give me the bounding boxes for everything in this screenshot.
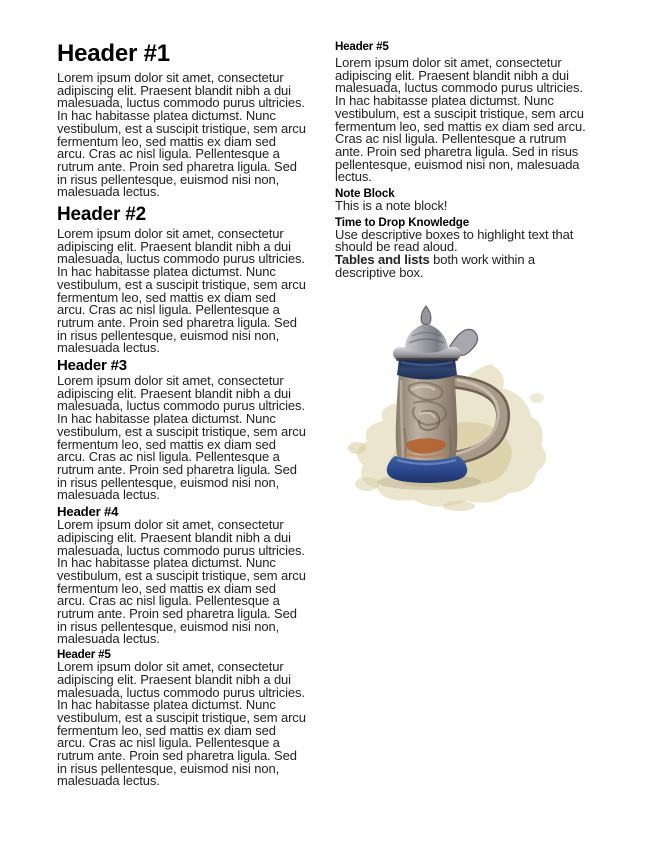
heading-3: Header #3 [57,357,127,375]
stein-neck-band [397,359,457,380]
right-column [335,40,593,514]
paragraph: Lorem ipsum dolor sit amet, consectetur adipiscing elit. Praesent blandit nibh a dui malesuada, luctus commodo purus ultricies. In hac habitasse platea dictumst. Nunc vestibulum, est a suscipit tristique, sem arcu fermentum leo, sed mattis ex diam sed arcu. Cras ac nisl ligula. Pellentesque a rutrum ante. Proin sed pharetra ligula. Sed in risus pellentesque, euismod nisi non, malesuada lectus. [57,517,306,647]
note-block-text: This is a note block! [335,198,448,214]
heading-5-right: Header #5 [335,40,389,53]
tables-lists-line [335,254,593,279]
tables-lists-rest: both work within a descriptive box. [335,252,536,280]
splash-speck [348,442,366,454]
paragraph: Lorem ipsum dolor sit amet, consectetur adipiscing elit. Praesent blandit nibh a dui malesuada, luctus commodo purus ultricies. In hac habitasse platea dictumst. Nunc vestibulum, est a suscipit tristique, sem arcu fermentum leo, sed mattis ex diam sed arcu. Cras ac nisl ligula. Pellentesque a rutrum ante. Proin sed pharetra ligula. Sed in risus pellentesque, euismod nisi non, malesuada lectus. [57,373,306,503]
heading-1: Header #1 [57,40,170,67]
splash-speck [443,501,475,511]
heading-5: Header #5 [57,648,111,662]
splash-speck [530,393,544,403]
paragraph: Lorem ipsum dolor sit amet, consectetur adipiscing elit. Praesent blandit nibh a dui malesuada, luctus commodo purus ultricies. In hac habitasse platea dictumst. Nunc vestibulum, est a suscipit tristique, sem arcu fermentum leo, sed mattis ex diam sed arcu. Cras ac nisl ligula. Pellentesque a rutrum ante. Proin sed pharetra ligula. Sed in risus pellentesque, euismod nisi non, malesuada lectus. [57,659,306,789]
knowledge-block-title: Time to Drop Knowledge [335,215,470,229]
splash-speck [355,477,379,491]
paragraph: Lorem ipsum dolor sit amet, consectetur adipiscing elit. Praesent blandit nibh a dui malesuada, luctus commodo purus ultricies. In hac habitasse platea dictumst. Nunc vestibulum, est a suscipit tristique, sem arcu fermentum leo, sed mattis ex diam sed arcu. Cras ac nisl ligula. Pellentesque a rutrum ante. Proin sed pharetra ligula. Sed in risus pellentesque, euismod nisi non, malesuada lectus. [335,55,586,185]
heading-4: Header #4 [57,504,119,520]
tables-lists-bold-lead: Tables and lists [335,252,430,268]
left-column [57,40,306,788]
stein-lid [405,306,448,353]
beer-stein-svg [341,302,557,514]
beer-stein-image [341,302,557,514]
paragraph: Lorem ipsum dolor sit amet, consectetur adipiscing elit. Praesent blandit nibh a dui malesuada, luctus commodo purus ultricies. In hac habitasse platea dictumst. Nunc vestibulum, est a suscipit tristique, sem arcu fermentum leo, sed mattis ex diam sed arcu. Cras ac nisl ligula. Pellentesque a rutrum ante. Proin sed pharetra ligula. Sed in risus pellentesque, euismod nisi non, malesuada lectus. [57,70,306,200]
note-block-title: Note Block [335,187,395,201]
knowledge-block-text: Use descriptive boxes to highlight text that should be read aloud. [335,226,574,255]
heading-2: Header #2 [57,204,147,226]
paragraph: Lorem ipsum dolor sit amet, consectetur adipiscing elit. Praesent blandit nibh a dui malesuada, luctus commodo purus ultricies. In hac habitasse platea dictumst. Nunc vestibulum, est a suscipit tristique, sem arcu fermentum leo, sed mattis ex diam sed arcu. Cras ac nisl ligula. Pellentesque a rutrum ante. Proin sed pharetra ligula. Sed in risus pellentesque, euismod nisi non, malesuada lectus. [57,226,306,356]
